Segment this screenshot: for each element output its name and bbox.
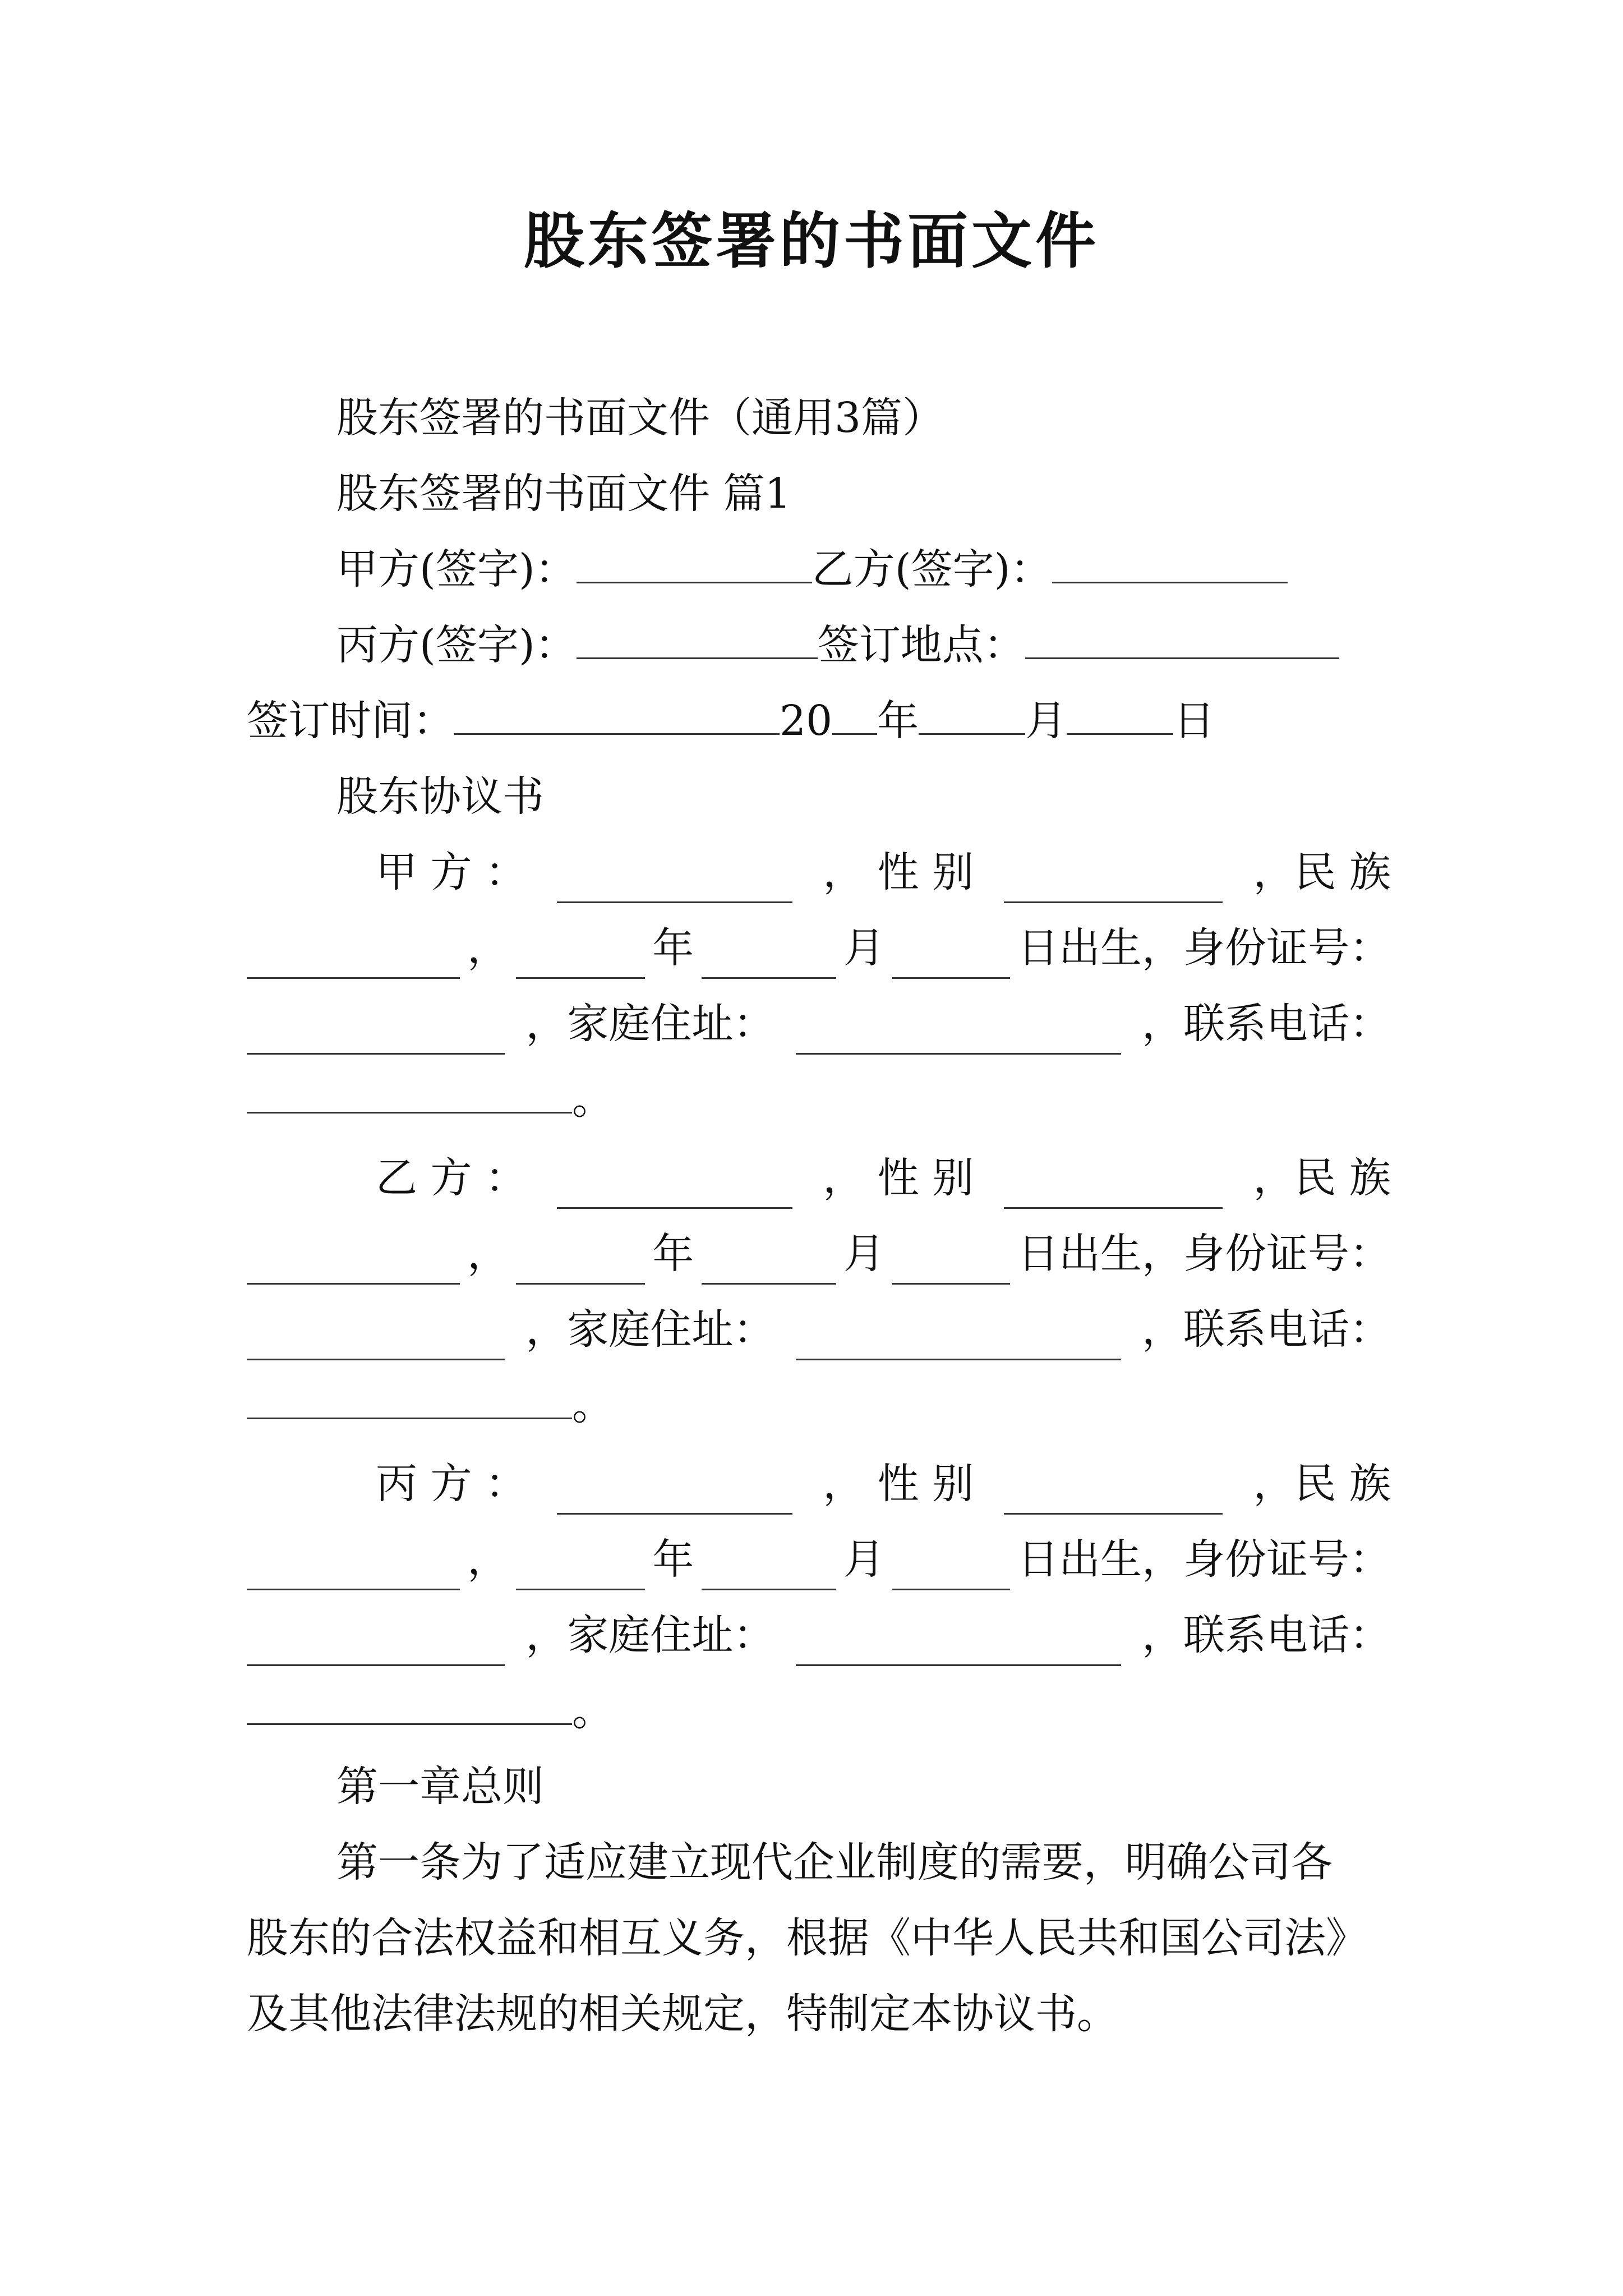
- party-b-id-blank[interactable]: [247, 1319, 505, 1360]
- party-b-name-blank[interactable]: [557, 1168, 792, 1209]
- party-a-id-blank[interactable]: [247, 1014, 505, 1055]
- gender-label: ， 性 别: [823, 848, 974, 896]
- address-label: ，家庭住址：: [525, 1000, 775, 1048]
- year-label: 年: [652, 1230, 694, 1278]
- address-label: ，家庭住址：: [525, 1305, 775, 1354]
- party-b-line-4: [247, 1374, 614, 1436]
- article-1-line-1: 第一条为了适应建立现代企业制度的需要，明确公司各: [336, 1838, 1332, 1887]
- party-b-phone-blank[interactable]: [247, 1378, 572, 1419]
- party-c-day-blank[interactable]: [892, 1549, 1010, 1590]
- party-b-line-3: [247, 1299, 1391, 1360]
- phone-label: ，联系电话：: [1141, 1000, 1391, 1048]
- party-c-year-blank[interactable]: [516, 1549, 645, 1590]
- comma: ，: [467, 1230, 509, 1278]
- signing-line-ab: [336, 539, 1288, 600]
- party-a-month-blank[interactable]: [702, 938, 836, 979]
- party-a-sign-label: 甲方(签字)：: [336, 545, 577, 593]
- day-blank[interactable]: [1067, 694, 1173, 735]
- party-c-line-1: [247, 1453, 1391, 1515]
- agreement-title: 股东协议书: [336, 772, 544, 821]
- party-c-id-blank[interactable]: [247, 1625, 505, 1666]
- party-a-address-blank[interactable]: [796, 1014, 1121, 1055]
- party-b-sign-label: 乙方(签字)：: [811, 545, 1052, 593]
- party-a-day-blank[interactable]: [892, 938, 1010, 979]
- year-blank[interactable]: [832, 694, 877, 735]
- party-c-month-blank[interactable]: [702, 1549, 836, 1590]
- party-c-line-3: [247, 1604, 1391, 1666]
- party-a-sign-blank[interactable]: [577, 542, 812, 583]
- party-b-ethnicity-blank[interactable]: [247, 1244, 460, 1285]
- party-b-label: 乙 方 ：: [376, 1154, 527, 1202]
- ethnicity-label: ，民 族: [1253, 848, 1391, 896]
- phone-label: ，联系电话：: [1141, 1305, 1391, 1354]
- article-1-line-3: 及其他法律法规的相关规定，特制定本协议书。: [247, 1990, 1118, 2038]
- party-a-line-4: [247, 1069, 614, 1130]
- party-b-year-blank[interactable]: [516, 1244, 645, 1285]
- phone-label: ，联系电话：: [1141, 1611, 1391, 1659]
- month-blank[interactable]: [919, 694, 1025, 735]
- month-label: 月: [843, 924, 885, 972]
- ethnicity-label: ，民 族: [1253, 1154, 1391, 1202]
- signing-time-line: [247, 690, 1215, 752]
- party-a-label: 甲 方 ：: [376, 848, 527, 896]
- month-label: 月: [1025, 697, 1067, 745]
- time-blank[interactable]: [454, 694, 780, 735]
- party-b-gender-blank[interactable]: [1004, 1168, 1223, 1209]
- gender-label: ， 性 别: [823, 1154, 974, 1202]
- party-b-line-1: [247, 1147, 1391, 1209]
- party-c-ethnicity-blank[interactable]: [247, 1549, 460, 1590]
- party-a-line-3: [247, 993, 1391, 1055]
- party-a-phone-blank[interactable]: [247, 1073, 572, 1114]
- comma: ，: [467, 1535, 509, 1584]
- document-title: 股东签署的书面文件: [523, 206, 1099, 277]
- address-label: ，家庭住址：: [525, 1611, 775, 1659]
- party-b-address-blank[interactable]: [796, 1319, 1121, 1360]
- party-a-year-blank[interactable]: [516, 938, 645, 979]
- party-b-day-blank[interactable]: [892, 1244, 1010, 1285]
- party-a-name-blank[interactable]: [557, 862, 792, 903]
- subtitle: 股东签署的书面文件（通用3篇）: [336, 394, 944, 442]
- year-prefix: 20: [780, 697, 833, 745]
- period: 。: [572, 1687, 614, 1735]
- party-b-month-blank[interactable]: [702, 1244, 836, 1285]
- signing-line-c-place: [336, 614, 1339, 676]
- born-label: 日出生，身份证号：: [1017, 924, 1391, 972]
- party-c-sign-label: 丙方(签字)：: [336, 621, 577, 669]
- party-c-line-2: [247, 1529, 1391, 1590]
- party-c-sign-blank[interactable]: [577, 618, 818, 659]
- born-label: 日出生，身份证号：: [1017, 1230, 1391, 1278]
- party-b-line-2: [247, 1223, 1391, 1285]
- period: 。: [572, 1075, 614, 1124]
- year-label: 年: [877, 697, 919, 745]
- party-a-ethnicity-blank[interactable]: [247, 938, 460, 979]
- time-label: 签订时间：: [247, 697, 454, 745]
- chapter-heading: 第一章总则: [336, 1763, 544, 1811]
- party-a-line-2: [247, 917, 1391, 979]
- year-label: 年: [652, 1535, 694, 1584]
- place-label: 签订地点：: [817, 621, 1025, 669]
- period: 。: [572, 1381, 614, 1429]
- party-b-sign-blank[interactable]: [1052, 542, 1288, 583]
- month-label: 月: [843, 1230, 885, 1278]
- year-label: 年: [652, 924, 694, 972]
- party-c-gender-blank[interactable]: [1004, 1474, 1223, 1515]
- party-c-label: 丙 方 ：: [376, 1460, 527, 1508]
- party-c-name-blank[interactable]: [557, 1474, 792, 1515]
- article-1-line-2: 股东的合法权益和相互义务，根据《中华人民共和国公司法》: [247, 1914, 1367, 1962]
- comma: ，: [467, 924, 509, 972]
- part-heading: 股东签署的书面文件 篇1: [336, 470, 791, 518]
- party-a-gender-blank[interactable]: [1004, 862, 1223, 903]
- party-c-address-blank[interactable]: [796, 1625, 1121, 1666]
- ethnicity-label: ，民 族: [1253, 1460, 1391, 1508]
- party-c-line-4: [247, 1680, 614, 1742]
- month-label: 月: [843, 1535, 885, 1584]
- party-a-line-1: [247, 841, 1391, 903]
- place-blank[interactable]: [1025, 618, 1339, 659]
- gender-label: ， 性 别: [823, 1460, 974, 1508]
- day-label: 日: [1173, 697, 1215, 745]
- party-c-phone-blank[interactable]: [247, 1684, 572, 1725]
- born-label: 日出生，身份证号：: [1017, 1535, 1391, 1584]
